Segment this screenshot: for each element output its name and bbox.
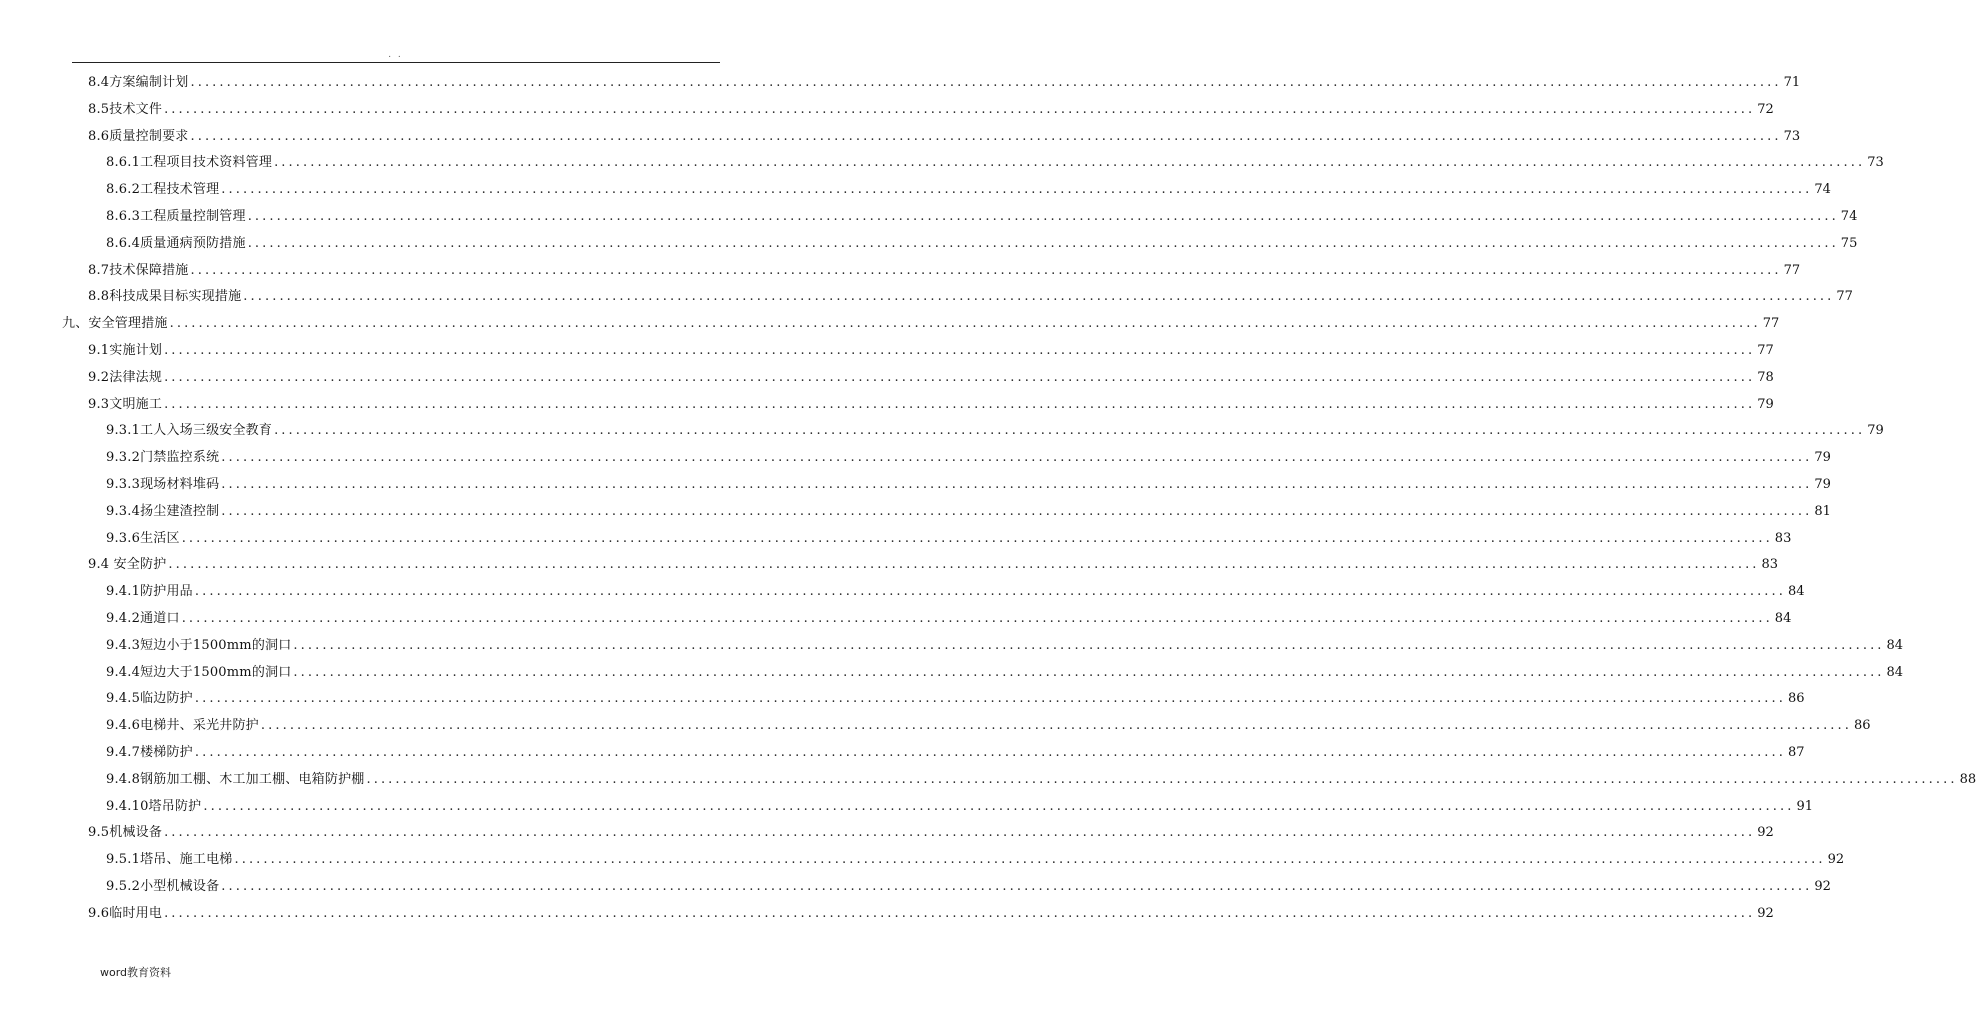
toc-entry-title: 9.4.4短边大于1500mm的洞口 [106, 664, 292, 680]
toc-entry-title: 九、安全管理措施 [62, 316, 168, 332]
toc-page-number: 92 [1757, 905, 1774, 921]
toc-entry[interactable] [62, 445, 1831, 472]
toc-entry[interactable] [62, 552, 1779, 579]
toc-entry[interactable] [62, 338, 1774, 365]
toc-dot-leader: ............................................................................................................................................................................................................................ [221, 450, 1813, 466]
toc-entry-title: 8.7技术保障措施 [88, 262, 189, 278]
page-header-mark: . . [388, 50, 403, 60]
toc-entry[interactable] [62, 392, 1774, 419]
toc-entry[interactable] [62, 418, 1884, 445]
toc-entry-title: 9.2法律法规 [88, 369, 163, 385]
toc-page-number: 77 [1783, 262, 1801, 278]
toc-entry-title: 8.6质量控制要求 [88, 128, 189, 144]
toc-entry-title: 9.4.10塔吊防护 [106, 798, 202, 814]
toc-dot-leader: ............................................................................................................................................................................................................................ [164, 101, 1756, 117]
toc-page-number: 73 [1783, 128, 1801, 144]
toc-entry[interactable] [62, 258, 1801, 285]
header-rule [72, 62, 720, 63]
toc-dot-leader: ............................................................................................................................................................................................................................ [181, 610, 1773, 626]
toc-entry-title: 9.3.2门禁监控系统 [106, 450, 220, 466]
toc-page-number: 86 [1788, 691, 1805, 707]
toc-entry-title: 9.4.6电梯井、采光井防护 [106, 718, 259, 734]
toc-entry[interactable] [62, 633, 1904, 660]
toc-entry-title: 8.5技术文件 [88, 101, 163, 117]
toc-entry[interactable] [62, 97, 1774, 124]
toc-entry-title: 9.4.8钢筋加工棚、木工加工棚、电箱防护棚 [106, 771, 365, 787]
toc-entry-title: 9.1实施计划 [88, 342, 163, 358]
toc-entry[interactable] [62, 767, 1976, 794]
toc-dot-leader: ............................................................................................................................................................................................................................ [164, 396, 1756, 412]
toc-entry[interactable] [62, 231, 1858, 258]
toc-dot-leader: ............................................................................................................................................................................................................................ [247, 235, 1839, 251]
toc-dot-leader: ............................................................................................................................................................................................................................ [366, 771, 1958, 787]
toc-entry[interactable] [62, 204, 1858, 231]
toc-entry[interactable] [62, 284, 1853, 311]
toc-dot-leader: ............................................................................................................................................................................................................................ [164, 369, 1756, 385]
toc-entry[interactable] [62, 901, 1774, 928]
toc-page-number: 86 [1854, 718, 1871, 734]
toc-dot-leader: ............................................................................................................................................................................................................................ [260, 718, 1852, 734]
toc-entry-title: 9.4.2通道口 [106, 610, 180, 626]
toc-dot-leader: ............................................................................................................................................................................................................................ [221, 182, 1813, 198]
toc-entry-title: 9.5.1塔吊、施工电梯 [106, 852, 233, 868]
toc-entry[interactable] [62, 499, 1831, 526]
toc-dot-leader: ............................................................................................................................................................................................................................ [164, 825, 1756, 841]
toc-page-number: 73 [1867, 155, 1884, 171]
toc-entry-title: 8.6.2工程技术管理 [106, 182, 220, 198]
toc-entry[interactable] [62, 579, 1805, 606]
toc-page-number: 78 [1757, 369, 1774, 385]
toc-page-number: 72 [1757, 101, 1774, 117]
toc-page-number: 77 [1757, 342, 1774, 358]
toc-dot-leader: ............................................................................................................................................................................................................................ [190, 262, 1782, 278]
toc-page-number: 84 [1774, 610, 1792, 626]
toc-entry-title: 8.6.4质量通病预防措施 [106, 235, 246, 251]
toc-page-number: 92 [1757, 825, 1774, 841]
toc-dot-leader: ............................................................................................................................................................................................................................ [194, 691, 1786, 707]
toc-entry-title: 8.4方案编制计划 [88, 75, 189, 90]
toc-page-number: 71 [1783, 75, 1801, 90]
toc-entry[interactable] [62, 740, 1805, 767]
toc-page-number: 84 [1886, 637, 1904, 653]
toc-dot-leader: ............................................................................................................................................................................................................................ [274, 423, 1866, 439]
toc-entry-title: 9.6临时用电 [88, 905, 163, 921]
toc-entry-title: 8.8科技成果目标实现措施 [88, 289, 242, 305]
toc-page-number: 84 [1886, 664, 1904, 680]
toc-page-number: 79 [1757, 396, 1774, 412]
toc-page-number: 79 [1814, 476, 1831, 492]
toc-dot-leader: ............................................................................................................................................................................................................................ [190, 128, 1782, 144]
toc-entry-title: 9.4.3短边小于1500mm的洞口 [106, 637, 292, 653]
toc-page-number: 88 [1959, 771, 1976, 787]
toc-dot-leader: ............................................................................................................................................................................................................................ [168, 557, 1760, 573]
toc-page-number: 92 [1827, 852, 1845, 868]
toc-entry[interactable] [62, 820, 1774, 847]
toc-entry[interactable] [62, 794, 1814, 821]
toc-page-number: 79 [1814, 450, 1831, 466]
toc-dot-leader: ............................................................................................................................................................................................................................ [274, 155, 1866, 171]
toc-entry-title: 8.6.3工程质量控制管理 [106, 208, 246, 224]
toc-page-number: 77 [1836, 289, 1853, 305]
toc-entry-title: 8.6.1工程项目技术资料管理 [106, 155, 273, 171]
toc-dot-leader: ............................................................................................................................................................................................................................ [190, 75, 1782, 90]
toc-entry-title: 9.3.4扬尘建渣控制 [106, 503, 220, 519]
toc-entry[interactable] [62, 847, 1845, 874]
toc-entry[interactable] [62, 660, 1904, 687]
toc-page-number: 91 [1796, 798, 1814, 814]
toc-page-number: 92 [1814, 878, 1831, 894]
toc-entry-title: 9.3.1工人入场三级安全教育 [106, 423, 273, 439]
toc-dot-leader: ............................................................................................................................................................................................................................ [181, 530, 1773, 546]
toc-page-number: 79 [1867, 423, 1884, 439]
toc-page-number: 87 [1788, 744, 1805, 760]
toc-entry-title: 9.3文明施工 [88, 396, 163, 412]
toc-entry-title: 9.4.1防护用品 [106, 584, 193, 600]
toc-dot-leader: ............................................................................................................................................................................................................................ [234, 852, 1826, 868]
toc-entry[interactable] [62, 177, 1831, 204]
toc-page-number: 83 [1774, 530, 1792, 546]
toc-entry[interactable] [62, 874, 1831, 901]
toc-dot-leader: ............................................................................................................................................................................................................................ [164, 905, 1756, 921]
toc-dot-leader: ............................................................................................................................................................................................................................ [203, 798, 1795, 814]
toc-dot-leader: ............................................................................................................................................................................................................................ [221, 503, 1813, 519]
toc-page-number: 83 [1761, 557, 1779, 573]
footer-text: word教育资料 [100, 966, 172, 979]
toc-dot-leader: ............................................................................................................................................................................................................................ [221, 878, 1813, 894]
toc-entry[interactable] [62, 150, 1884, 177]
toc-dot-leader: ............................................................................................................................................................................................................................ [293, 637, 1885, 653]
toc-entry-title: 9.4.7楼梯防护 [106, 744, 193, 760]
toc-page-number: 74 [1840, 208, 1858, 224]
toc-page-number: 77 [1762, 316, 1780, 332]
toc-entry-title: 9.3.6生活区 [106, 530, 180, 546]
toc-entry[interactable] [62, 713, 1871, 740]
toc-dot-leader: ............................................................................................................................................................................................................................ [221, 476, 1813, 492]
toc-page-number: 74 [1814, 182, 1831, 198]
toc-page-number: 84 [1788, 584, 1805, 600]
toc-entry-title: 9.4.5临边防护 [106, 691, 193, 707]
toc-dot-leader: ............................................................................................................................................................................................................................ [243, 289, 1835, 305]
toc-entry-title: 9.5.2小型机械设备 [106, 878, 220, 894]
toc-entry[interactable] [62, 686, 1805, 713]
toc-entry-title: 9.4 安全防护 [88, 557, 167, 573]
toc-entry[interactable] [62, 311, 1780, 338]
toc-dot-leader: ............................................................................................................................................................................................................................ [194, 744, 1786, 760]
toc-dot-leader: ............................................................................................................................................................................................................................ [169, 316, 1761, 332]
toc-entry[interactable] [62, 472, 1831, 499]
toc-entry-title: 9.3.3现场材料堆码 [106, 476, 220, 492]
toc-entry[interactable] [62, 124, 1801, 151]
toc-entry[interactable] [62, 365, 1774, 392]
toc-page-number: 75 [1840, 235, 1858, 251]
toc-dot-leader: ............................................................................................................................................................................................................................ [164, 342, 1756, 358]
toc-entry[interactable] [62, 606, 1792, 633]
toc-entry-title: 9.5机械设备 [88, 825, 163, 841]
toc-dot-leader: ............................................................................................................................................................................................................................ [194, 584, 1786, 600]
toc-page-number: 81 [1814, 503, 1831, 519]
toc-dot-leader: ............................................................................................................................................................................................................................ [247, 208, 1839, 224]
toc-entry[interactable] [62, 70, 1801, 97]
toc-entry[interactable] [62, 526, 1792, 553]
toc-dot-leader: ............................................................................................................................................................................................................................ [293, 664, 1885, 680]
table-of-contents [62, 70, 1976, 928]
